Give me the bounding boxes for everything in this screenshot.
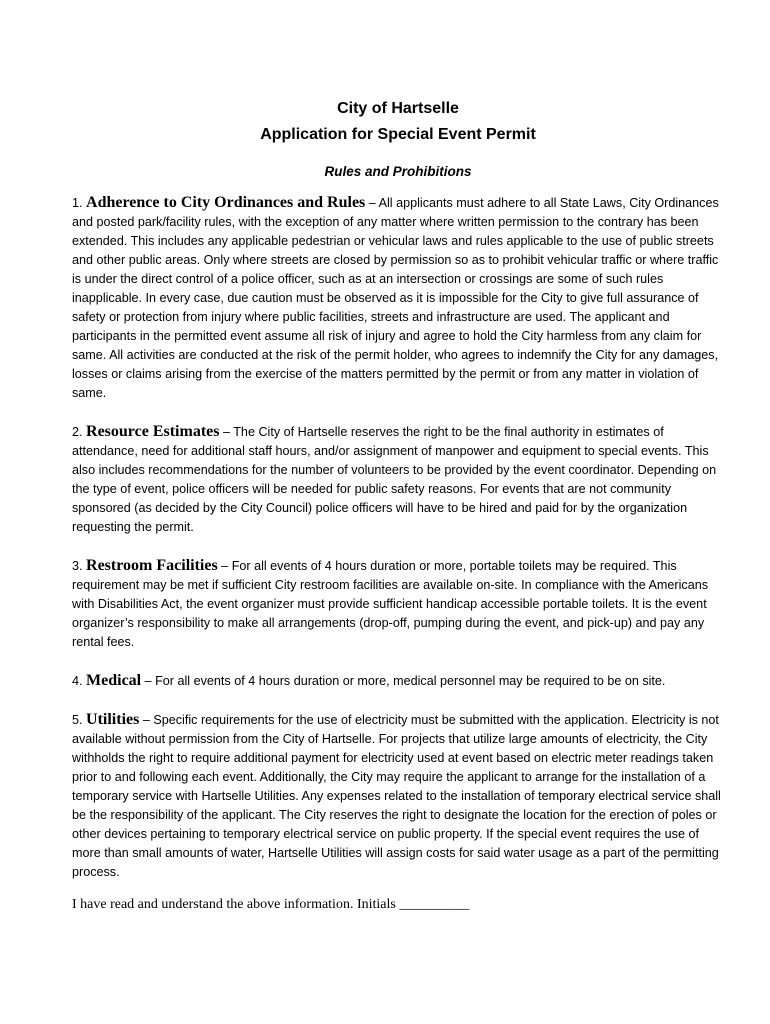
rule-number: 4. bbox=[72, 674, 83, 688]
rule-text: – For all events of 4 hours duration or more, portable toilets may be required. This requirement may be met if sufficient City restroom facilities are available on-site. In compliance with the Americans with Disabilities Act, the event organizer must provide sufficient handicap accessible portable toilets. It is the event organizer’s responsibility to make all arrangements (drop-off, pumping during the event, and pick-up) and pay any rental fees. bbox=[72, 559, 709, 649]
rule-text: – All applicants must adhere to all State Laws, City Ordinances and posted park/facility rules, with the exception of any matter where written permission to the contrary has been extended. This includes any applicable pedestrian or vehicular laws and rules applicable to the use of public streets and other public areas. Only where streets are closed by permission so as to prohibit vehicular traffic or where traffic is under the direct control of a police officer, such as at an intersection or crossings are some of such rules inapplicable. In every case, due caution must be observed as it is impossible for the City to give full assurance of safety or protection from injury where public facilities, streets and infrastructure are used. The applicant and participants in the permitted event assume all risk of injury and agree to hold the City harmless from any claim for same. All activities are conducted at the risk of the permit holder, who agrees to indemnify the City for any damages, losses or claims arising from the exercise of the matters permitted by the permit or from any matter in violation of same. bbox=[72, 196, 719, 400]
rule-heading: Adherence to City Ordinances and Rules bbox=[86, 194, 366, 211]
page-title bbox=[72, 96, 724, 148]
rule-heading: Resource Estimates bbox=[86, 423, 220, 440]
rule-number: 3. bbox=[72, 559, 83, 573]
rule-number: 5. bbox=[72, 713, 83, 727]
acknowledgement-initials[interactable]: I have read and understand the above information. Initials __________ bbox=[72, 897, 470, 912]
rule-resource-estimates bbox=[72, 422, 724, 537]
rule-heading: Utilities bbox=[86, 711, 140, 728]
rule-text: – The City of Hartselle reserves the right to be the final authority in estimates of attendance, need for additional staff hours, and/or assignment of manpower and equipment to special events. This also includes recommendations for the number of volunteers to be provided by the event coordinator. Depending on the type of event, police officers will be needed for public safety reasons. For events that are not community sponsored (as decided by the City Council) police officers will have to be hired and paid for by the organization requesting the permit. bbox=[72, 425, 717, 534]
document-page bbox=[72, 96, 724, 913]
rule-heading: Medical bbox=[86, 672, 142, 689]
rule-number: 1. bbox=[72, 196, 83, 210]
title-application: Application for Special Event Permit bbox=[260, 126, 536, 143]
rule-text: – Specific requirements for the use of electricity must be submitted with the application. Electricity is not available without permission from the City of Hartselle. For projects that utilize large amounts of electricity, the City withholds the right to require additional payment for electricity used at event based on electric meter readings taken prior to and following each event. Additionally, the City may require the applicant to arrange for the installation of a temporary service with Hartselle Utilities. Any expenses related to the installation of temporary electrical service shall be the responsibility of the applicant. The City reserves the right to designate the location for the erection of poles or other devices pertaining to temporary electrical service on public property. If the special event requires the use of more than small amounts of water, Hartselle Utilities will assign costs for said water usage as a part of the permitting process. bbox=[72, 713, 721, 879]
rule-adherence bbox=[72, 193, 724, 403]
rule-restroom-facilities bbox=[72, 556, 724, 652]
title-city: City of Hartselle bbox=[337, 100, 459, 117]
rule-heading: Restroom Facilities bbox=[86, 557, 218, 574]
rule-text: – For all events of 4 hours duration or more, medical personnel may be required to be on site. bbox=[141, 674, 666, 688]
rule-medical bbox=[72, 671, 724, 691]
rule-number: 2. bbox=[72, 425, 83, 439]
rule-utilities bbox=[72, 710, 724, 882]
section-subtitle: Rules and Prohibitions bbox=[324, 164, 472, 179]
